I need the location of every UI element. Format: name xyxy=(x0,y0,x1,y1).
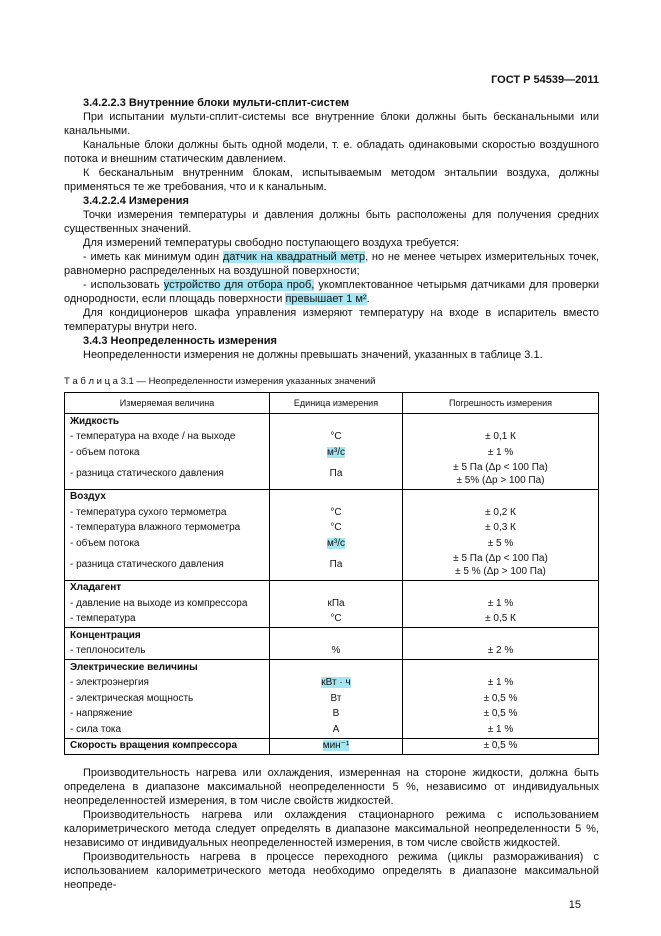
table-row xyxy=(65,738,599,755)
cell-quantity: Жидкость xyxy=(70,415,119,427)
unit-text: Вт xyxy=(330,692,342,704)
cell-accuracy xyxy=(403,521,599,537)
cell-quantity: Воздух xyxy=(65,489,270,505)
heading-3-4-2-2-4: 3.4.2.2.4 Измерения xyxy=(83,195,189,207)
cell-unit xyxy=(270,738,403,755)
cell-quantity: - давление на выходе из компрессора xyxy=(70,597,248,609)
page-content xyxy=(64,74,599,912)
accuracy-line: ± 0,5 % xyxy=(483,708,518,719)
cell-unit xyxy=(270,489,403,505)
accuracy-line: ± 0,5 % xyxy=(483,692,518,704)
after-table-text xyxy=(64,766,599,892)
cell-accuracy xyxy=(403,461,599,490)
accuracy-line: ± 1 % xyxy=(487,446,514,458)
table-row xyxy=(65,644,599,660)
cell-accuracy xyxy=(403,707,599,723)
cell-accuracy xyxy=(403,580,599,596)
table-row xyxy=(65,580,599,596)
list-item xyxy=(64,250,599,278)
cell-unit xyxy=(270,612,403,628)
paragraph: Для измерений температуры свободно поступающего воздуха требуется: xyxy=(83,237,460,249)
text-segment: укомплектованное четырьмя датчиками для проверки однородности, если площадь поверхности xyxy=(64,279,599,305)
paragraph: Для кондиционеров шкафа управления измеряют температуру на входе в испаритель вместо температуры внутри него. xyxy=(64,307,599,333)
accuracy-line: ± 0,1 К xyxy=(485,431,516,442)
unit-text: °С xyxy=(330,431,342,442)
accuracy-line-2: ± 5% (Δp > 100 Па) xyxy=(456,474,545,486)
unit-text: В xyxy=(332,708,340,719)
accuracy-line: ± 0,5 % xyxy=(483,740,518,751)
unit-text: м³/с xyxy=(327,446,345,458)
cell-unit xyxy=(270,505,403,521)
unit-text: кПа xyxy=(327,597,345,609)
accuracy-line: ± 5 % xyxy=(487,537,514,549)
cell-quantity: - электрическая мощность xyxy=(70,692,194,704)
table-row xyxy=(65,676,599,692)
cell-unit xyxy=(270,676,403,692)
table-row xyxy=(65,430,599,446)
column-header-accuracy: Погрешность измерения xyxy=(403,393,599,414)
table-row xyxy=(65,612,599,628)
cell-accuracy xyxy=(403,660,599,676)
cell-unit xyxy=(270,580,403,596)
unit-text: Па xyxy=(329,559,343,571)
accuracy-line: ± 1 % xyxy=(487,597,514,609)
cell-quantity: - напряжение xyxy=(70,708,133,719)
cell-accuracy xyxy=(403,414,599,430)
cell-accuracy xyxy=(403,676,599,692)
table-row xyxy=(65,691,599,707)
cell-quantity: Электрические величины xyxy=(65,660,270,676)
cell-quantity: - разница статического давления xyxy=(70,559,224,571)
cell-accuracy xyxy=(403,628,599,644)
unit-text: мин⁻¹ xyxy=(322,740,350,751)
text-segment: , но не менее четырех измерительных точек, равномерно распределенных на воздушной поверхности; xyxy=(64,251,599,277)
cell-quantity: Скорость вращения компрессора xyxy=(65,738,270,755)
paragraph: Производительность нагрева или охлаждения стационарного режима с использованием калориметрического метода следует определять в диапазоне максимальной неопределенности 5 %, независимо от индивидуальных неопределенностей измерения, в том числе свойств жидкостей. xyxy=(64,809,599,849)
accuracy-line: ± 0,2 К xyxy=(485,506,516,518)
cell-unit xyxy=(270,707,403,723)
cell-quantity: Концентрация xyxy=(65,628,270,644)
cell-unit xyxy=(270,536,403,552)
cell-unit xyxy=(270,461,403,490)
list-item xyxy=(64,278,599,306)
paragraph: Неопределенности измерения не должны превышать значений, указанных в таблице 3.1. xyxy=(83,349,543,361)
cell-accuracy xyxy=(403,722,599,738)
accuracy-line-2: ± 5 % (Δp > 100 Па) xyxy=(455,565,546,577)
cell-unit xyxy=(270,521,403,537)
table-row xyxy=(65,660,599,676)
cell-quantity: - температура влажного термометра xyxy=(70,522,241,533)
cell-unit xyxy=(270,628,403,644)
unit-text: °С xyxy=(330,613,342,624)
paragraph: Канальные блоки должны быть одной модели, т. е. обладать одинаковыми скоростью воздушного потока и внешним статическим давлением. xyxy=(64,139,599,165)
uncertainty-table xyxy=(64,392,599,755)
paragraph: Производительность нагрева или охлаждения, измеренная на стороне жидкости, должна быть определена в диапазоне максимальной неопределенности 5 %, независимо от индивидуальных неопределенностей измерения, в том числе свойств жидкостей. xyxy=(64,767,599,807)
cell-quantity: - теплоноситель xyxy=(70,645,146,656)
unit-text: °С xyxy=(330,522,342,533)
highlighted-text: устройство для отбора проб, xyxy=(163,279,315,291)
cell-accuracy xyxy=(403,691,599,707)
table-row xyxy=(65,707,599,723)
table-row xyxy=(65,628,599,644)
unit-text: °С xyxy=(330,506,342,518)
doc-code: ГОСТ Р 54539—2011 xyxy=(491,74,599,86)
cell-unit xyxy=(270,660,403,676)
accuracy-line: ± 0,5 К xyxy=(485,613,516,624)
heading-3-4-2-2-3: 3.4.2.2.3 Внутренние блоки мульти-сплит-систем xyxy=(83,97,350,109)
cell-accuracy xyxy=(403,445,599,461)
heading-3-4-3: 3.4.3 Неопределенность измерения xyxy=(83,335,277,347)
table-row xyxy=(65,461,599,490)
table-row xyxy=(65,722,599,738)
cell-accuracy xyxy=(403,536,599,552)
cell-accuracy xyxy=(403,644,599,660)
text-segment: . xyxy=(366,293,370,305)
text-segment: - использовать xyxy=(83,279,164,291)
text-segment: - иметь как минимум один xyxy=(83,251,223,263)
unit-text: кВт · ч xyxy=(321,677,351,688)
unit-text: А xyxy=(332,723,340,735)
table-row xyxy=(65,414,599,430)
table-row xyxy=(65,489,599,505)
cell-accuracy xyxy=(403,596,599,612)
cell-unit xyxy=(270,596,403,612)
paragraph: При испытании мульти-сплит-системы все внутренние блоки должны быть бесканальными или канальными. xyxy=(64,111,599,137)
cell-accuracy xyxy=(403,612,599,628)
cell-quantity: - температура xyxy=(70,613,136,624)
cell-unit xyxy=(270,414,403,430)
cell-quantity: - объем потока xyxy=(70,446,140,458)
table-row xyxy=(65,536,599,552)
table-row xyxy=(65,521,599,537)
table-row xyxy=(65,505,599,521)
cell-unit xyxy=(270,430,403,446)
cell-quantity: - объем потока xyxy=(70,537,140,549)
paragraph: Точки измерения температуры и давления должны быть расположены для получения средних существенных значений. xyxy=(64,209,599,235)
paragraph: Производительность нагрева в процессе переходного режима (циклы размораживания) с использованием калориметрического метода необходимо определять в диапазоне максимальной неопреде- xyxy=(64,851,599,891)
cell-quantity: Хладагент xyxy=(65,580,270,596)
table-row xyxy=(65,552,599,581)
accuracy-line: ± 2 % xyxy=(487,645,514,656)
cell-unit xyxy=(270,644,403,660)
highlighted-text: датчик на квадратный метр xyxy=(222,251,366,263)
cell-unit xyxy=(270,445,403,461)
cell-accuracy xyxy=(403,552,599,581)
accuracy-line: ± 5 Па (Δp < 100 Па) xyxy=(453,553,548,564)
page-number: 15 xyxy=(568,899,581,911)
paragraph: К бесканальным внутренним блокам, испытываемым методом энтальпии воздуха, должны применяться те же требования, что и к канальным. xyxy=(64,167,599,193)
cell-unit xyxy=(270,552,403,581)
unit-text: м³/с xyxy=(327,537,345,549)
cell-quantity: - температура сухого термометра xyxy=(70,506,227,518)
cell-accuracy xyxy=(403,505,599,521)
cell-accuracy xyxy=(403,738,599,755)
accuracy-line: ± 0,3 К xyxy=(485,522,516,533)
cell-quantity: - температура на входе / на выходе xyxy=(70,431,236,442)
cell-quantity: - электроэнергия xyxy=(70,677,149,688)
unit-text: % xyxy=(331,645,341,656)
table-header-row xyxy=(65,393,599,414)
unit-text: Па xyxy=(329,468,343,480)
column-header-quantity: Измеряемая величина xyxy=(65,393,270,414)
table-caption: Т а б л и ц а 3.1 — Неопределенности измерения указанных значений xyxy=(64,376,376,387)
cell-quantity: - разница статического давления xyxy=(70,468,224,480)
accuracy-line: ± 1 % xyxy=(487,723,514,735)
highlighted-text: превышает 1 м² xyxy=(285,293,367,305)
table-row xyxy=(65,596,599,612)
cell-unit xyxy=(270,722,403,738)
accuracy-line: ± 1 % xyxy=(487,677,514,688)
column-header-unit: Единица измерения xyxy=(270,393,403,414)
table-row xyxy=(65,445,599,461)
cell-accuracy xyxy=(403,489,599,505)
cell-accuracy xyxy=(403,430,599,446)
cell-quantity: - сила тока xyxy=(70,723,122,735)
cell-unit xyxy=(270,691,403,707)
accuracy-line: ± 5 Па (Δp < 100 Па) xyxy=(453,462,548,473)
